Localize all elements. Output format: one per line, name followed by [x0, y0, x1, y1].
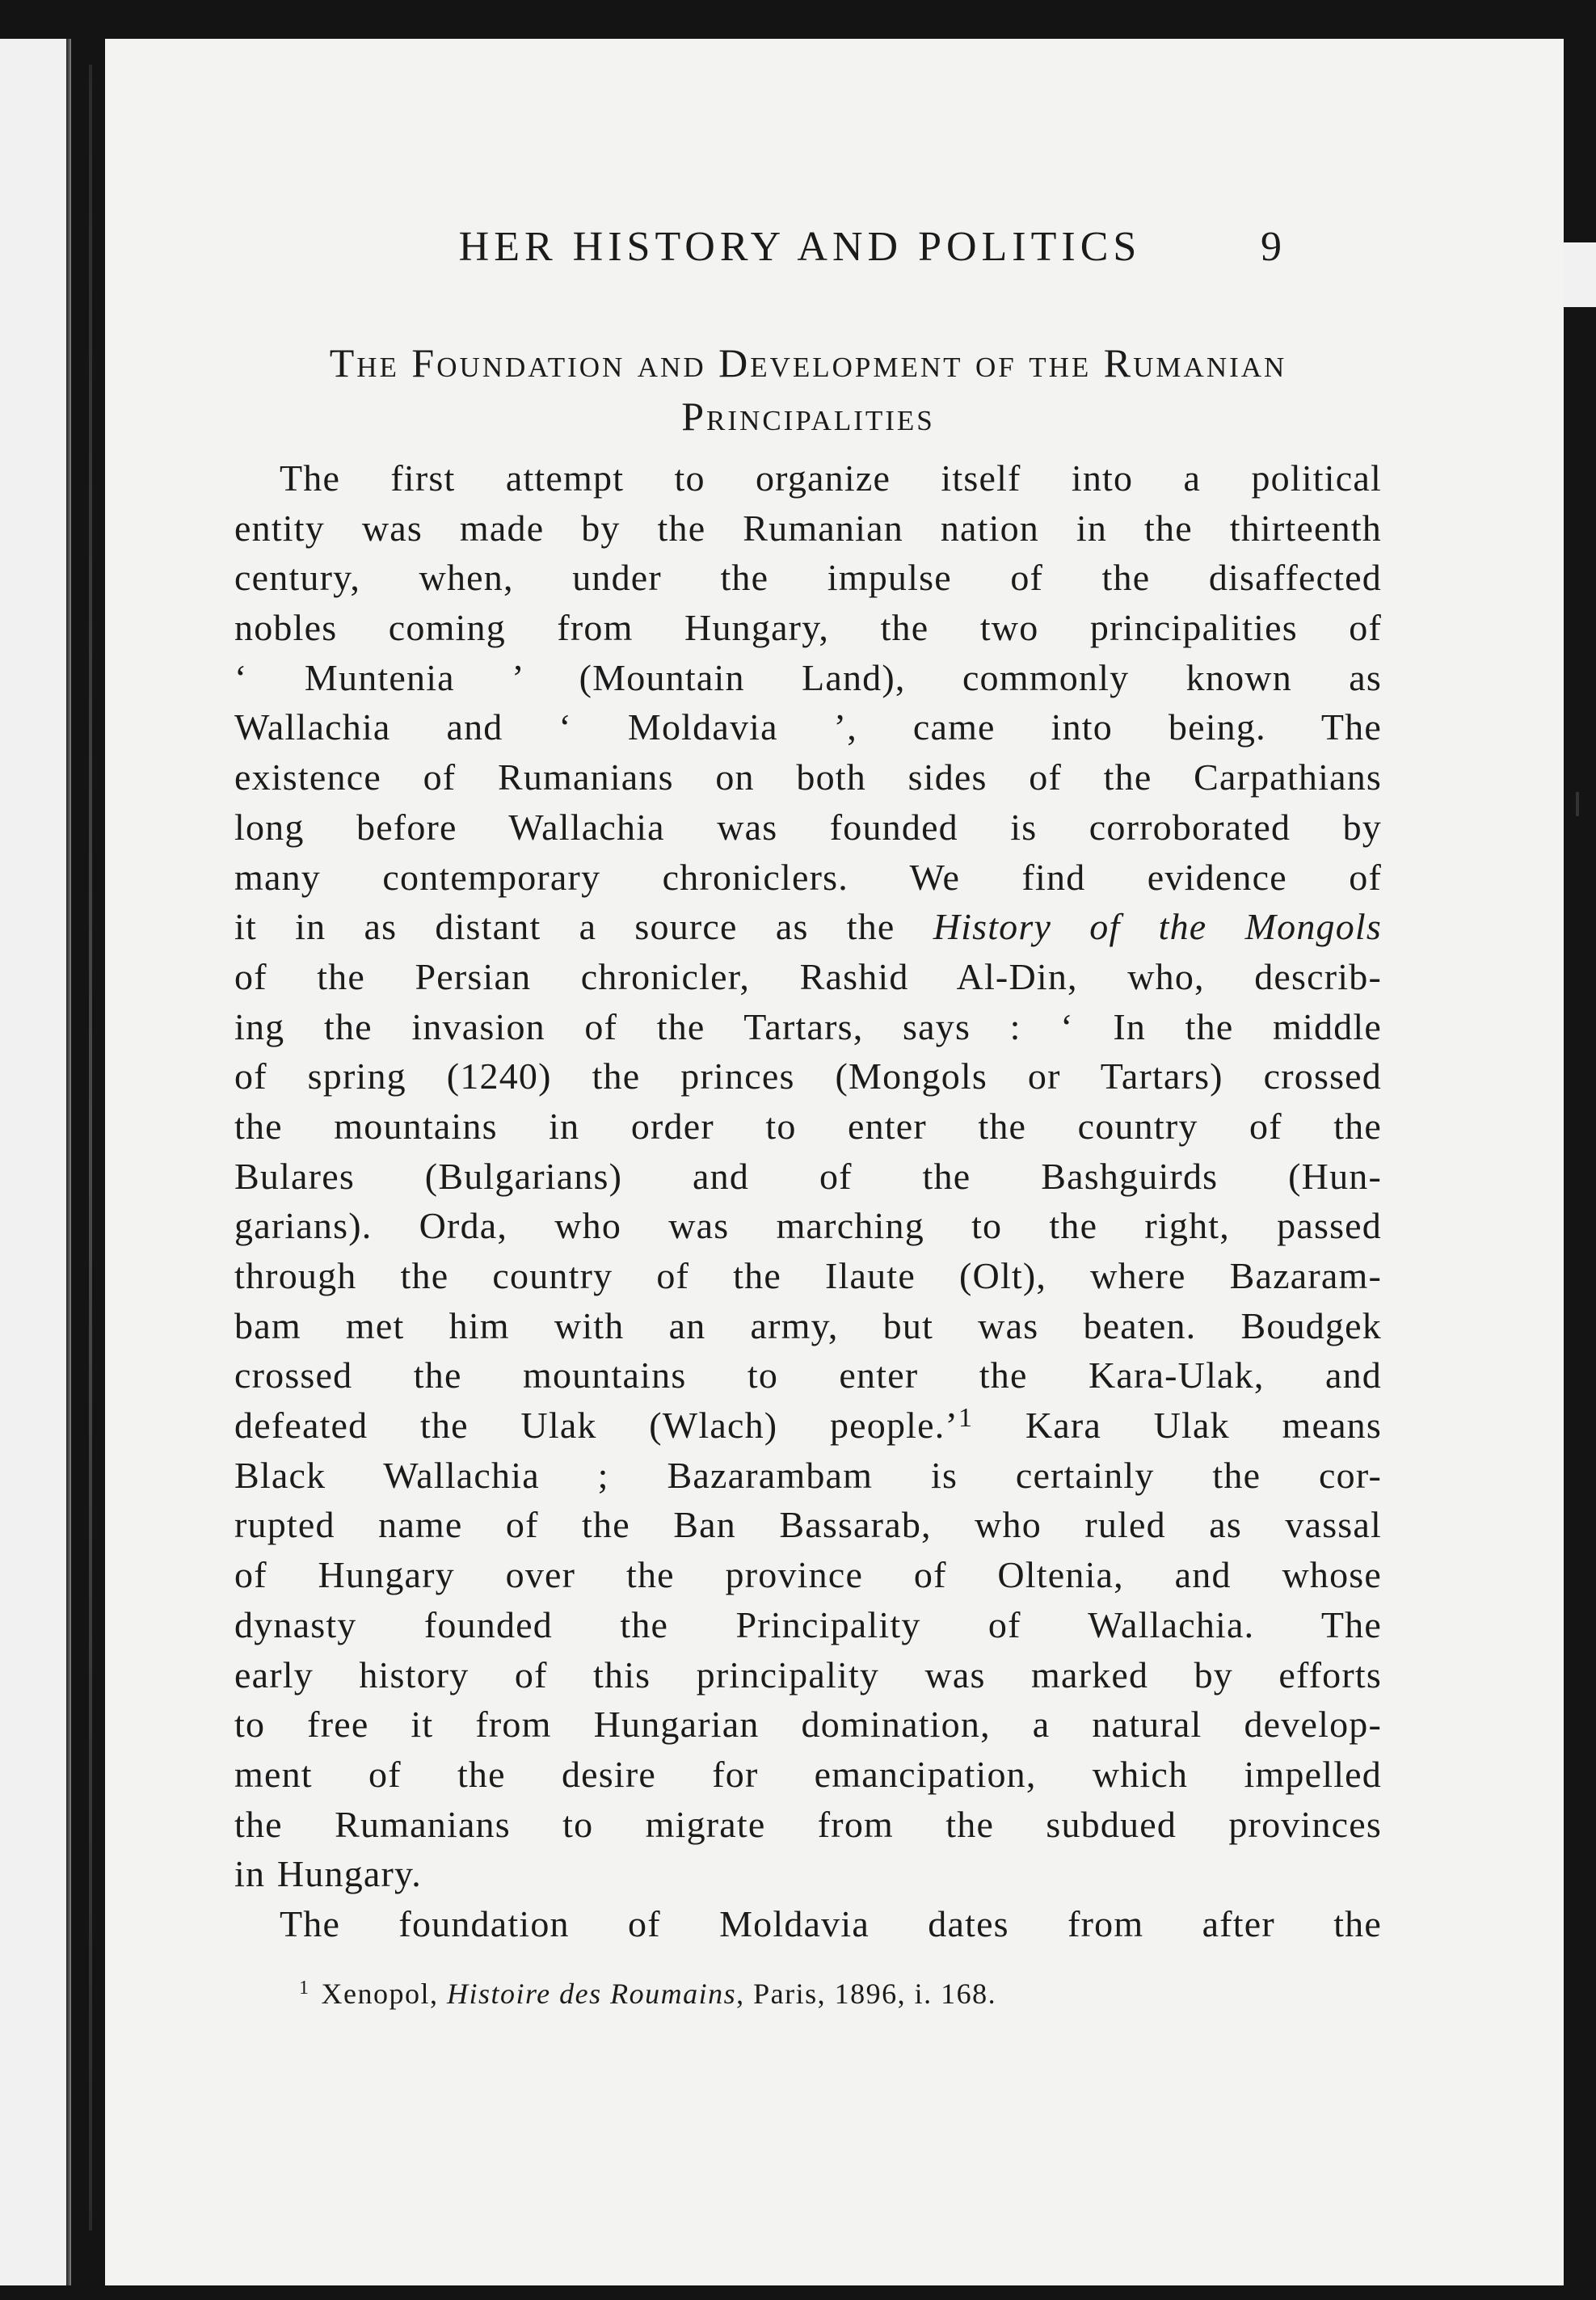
- text-line: Wallachia and ‘ Moldavia ’, came into being. The: [234, 706, 1382, 748]
- text-line: of Hungary over the province of Oltenia, and whose: [234, 1554, 1382, 1596]
- footnote-author: Xenopol,: [321, 1978, 447, 2010]
- text-line: nobles coming from Hungary, the two principalities of: [234, 607, 1382, 649]
- text-fragment: it in as distant a source as the: [234, 906, 933, 948]
- page-number: 9: [1261, 224, 1282, 270]
- text-line: Black Wallachia ; Bazarambam is certainly the cor-: [234, 1454, 1382, 1496]
- text-line: entity was made by the Rumanian nation in the thirteenth: [234, 507, 1382, 549]
- footnote: [299, 1977, 1269, 2011]
- text-line: The foundation of Moldavia dates from after the: [280, 1902, 1382, 1944]
- text-line: long before Wallachia was founded is corroborated by: [234, 806, 1382, 848]
- text-fragment: Kara Ulak means: [973, 1405, 1382, 1447]
- body-text: [234, 453, 1382, 1949]
- text-line: rupted name of the Ban Bassarab, who ruled as vassal: [234, 1504, 1382, 1546]
- text-line: bam met him with an army, but was beaten. Boudgek: [234, 1304, 1382, 1346]
- running-head: [105, 223, 1564, 280]
- text-line: to free it from Hungarian domination, a natural develop-: [234, 1704, 1382, 1746]
- text-line: ment of the desire for emancipation, which impelled: [234, 1753, 1382, 1795]
- text-line: of spring (1240) the princes (Mongols or Tartars) crossed: [234, 1055, 1382, 1097]
- text-line: crossed the mountains to enter the Kara-Ulak, and: [234, 1354, 1382, 1396]
- section-heading: [234, 336, 1382, 443]
- text-line: dynasty founded the Principality of Wallachia. The: [234, 1603, 1382, 1645]
- text-fragment: defeated the Ulak (Wlach) people.’: [234, 1405, 958, 1447]
- text-line: through the country of the Ilaute (Olt), where Bazaram-: [234, 1255, 1382, 1296]
- footnote-mark: 1: [299, 1978, 310, 1999]
- text-line: The first attempt to organize itself into a political: [280, 457, 1382, 499]
- running-head-title: HER HISTORY AND POLITICS: [458, 224, 1142, 270]
- text-line: Bulares (Bulgarians) and of the Bashguirds (Hun-: [234, 1155, 1382, 1197]
- footnote-reference[interactable]: 1: [958, 1403, 974, 1434]
- book-page: [105, 39, 1564, 2285]
- page-edge-mark: [1576, 792, 1579, 816]
- text-line: century, when, under the impulse of the disaffected: [234, 557, 1382, 599]
- text-line: early history of this principality was marked by efforts: [234, 1653, 1382, 1696]
- text-line: many contemporary chroniclers. We find evidence of: [234, 856, 1382, 898]
- text-line: ing the invasion of the Tartars, says : ‘ In the middle: [234, 1005, 1382, 1047]
- text-line: of the Persian chronicler, Rashid Al-Din, who, describ-: [234, 955, 1382, 997]
- book-gutter: [89, 65, 92, 2230]
- text-line: the Rumanians to migrate from the subdued provinces: [234, 1803, 1382, 1845]
- section-heading-line-1: The Foundation and Development of the Rumanian: [329, 340, 1287, 385]
- footnote-title: Histoire des Roumains: [446, 1978, 737, 2010]
- text-line: the mountains in order to enter the country of the: [234, 1105, 1382, 1147]
- text-line: ‘ Muntenia ’ (Mountain Land), commonly known as: [234, 656, 1382, 698]
- book-title-italic: History of the Mongols: [933, 906, 1382, 948]
- text-line: [234, 1401, 1382, 1451]
- text-line: [234, 902, 1382, 952]
- footnote-citation: , Paris, 1896, i. 168.: [736, 1978, 997, 2010]
- text-line: garians). Orda, who was marching to the right, passed: [234, 1205, 1382, 1247]
- text-line: in Hungary.: [234, 1853, 422, 1895]
- page-edge-tab: [1564, 242, 1596, 307]
- text-line: existence of Rumanians on both sides of the Carpathians: [234, 756, 1382, 798]
- previous-page-edge: [0, 39, 68, 2285]
- section-heading-line-2: Principalities: [681, 394, 935, 439]
